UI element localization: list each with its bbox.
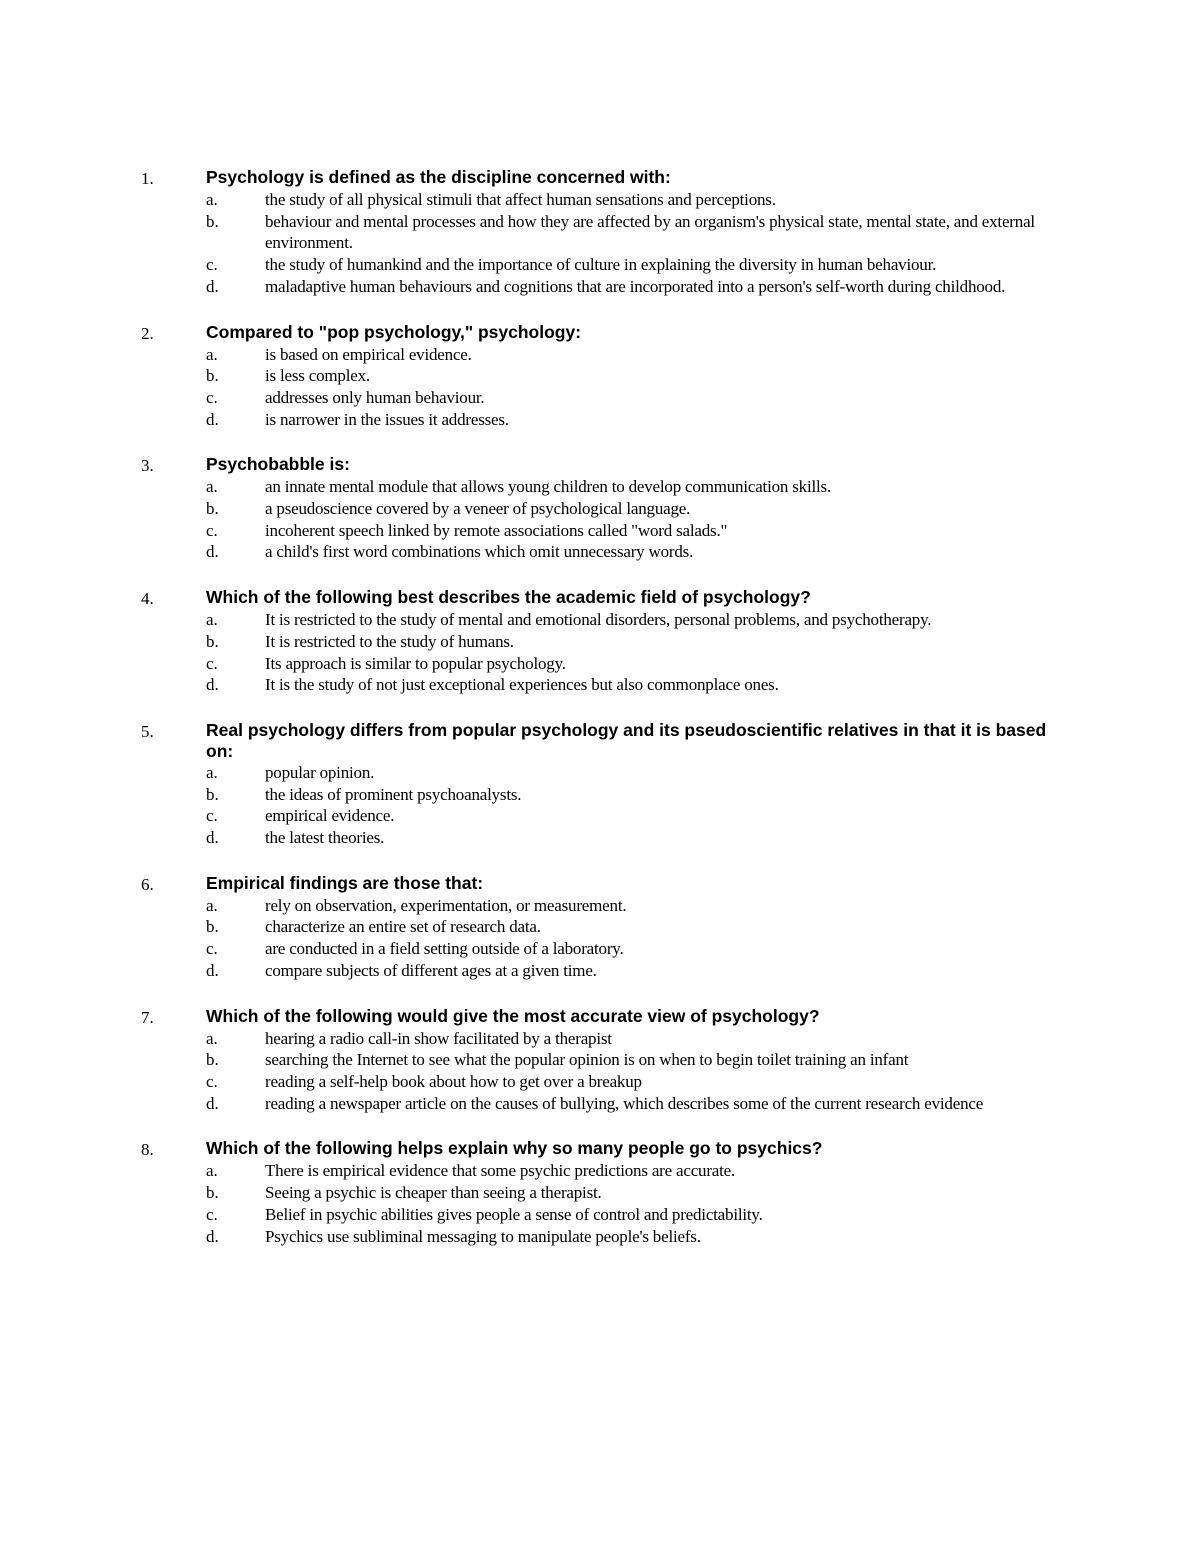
question-1 — [0, 167, 1200, 298]
option-text: incoherent speech linked by remote associations called "word salads." — [265, 520, 728, 540]
option-text: the latest theories. — [265, 828, 385, 848]
question-number: 8. — [141, 1140, 154, 1160]
option-text: hearing a radio call-in show facilitated by a therapist — [265, 1028, 612, 1048]
answer-option — [0, 1028, 1200, 1050]
option-letter: c. — [206, 387, 218, 407]
option-letter: b. — [206, 211, 219, 231]
option-text: the study of all physical stimuli that affect human sensations and perceptions. — [265, 190, 776, 209]
option-letter: d. — [206, 675, 219, 695]
option-text: reading a self-help book about how to get over a breakup — [265, 1071, 642, 1091]
option-text: is narrower in the issues it addresses. — [265, 409, 509, 429]
option-text: It is restricted to the study of humans. — [265, 631, 514, 651]
option-text: a child's first word combinations which omit unnecessary words. — [265, 542, 694, 562]
option-letter: c. — [206, 806, 218, 826]
question-number: 3. — [141, 456, 154, 476]
option-text: There is empirical evidence that some psychic predictions are accurate. — [265, 1161, 736, 1181]
question-4 — [0, 587, 1200, 696]
option-text: searching the Internet to see what the popular opinion is on when to begin toilet training an infant — [265, 1050, 909, 1070]
option-text: It is the study of not just exceptional experiences but also commonplace ones. — [265, 675, 779, 695]
option-text: reading a newspaper article on the causes of bullying, which describes some of the current research evidence — [265, 1093, 984, 1113]
answer-option — [0, 344, 1200, 366]
answer-option — [0, 365, 1200, 387]
option-text: the ideas of prominent psychoanalysts. — [265, 784, 522, 804]
answer-options — [0, 1160, 1200, 1247]
option-letter: b. — [206, 1183, 219, 1203]
question-number: 2. — [141, 323, 154, 343]
option-letter: a. — [206, 610, 218, 630]
answer-option — [0, 916, 1200, 938]
answer-option — [0, 541, 1200, 563]
option-text: characterize an entire set of research data. — [265, 917, 541, 937]
question-5 — [0, 720, 1200, 849]
answer-option — [0, 1093, 1200, 1115]
answer-option — [0, 1071, 1200, 1093]
option-text: Belief in psychic abilities gives people a sense of control and predictability. — [265, 1204, 763, 1224]
question-text: Compared to "pop psychology," psychology: — [206, 321, 582, 342]
question-text: Empirical findings are those that: — [206, 872, 484, 893]
answer-option — [0, 1160, 1200, 1182]
answer-option — [0, 276, 1200, 298]
option-letter: d. — [206, 542, 219, 562]
option-letter: a. — [206, 762, 218, 782]
option-text: is less complex. — [265, 366, 370, 386]
answer-option — [0, 938, 1200, 960]
option-letter: b. — [206, 917, 219, 937]
option-letter: a. — [206, 477, 218, 497]
option-letter: c. — [206, 653, 218, 673]
answer-option — [0, 805, 1200, 827]
answer-option — [0, 960, 1200, 982]
question-number: 1. — [141, 169, 154, 188]
option-text: is based on empirical evidence. — [265, 344, 472, 364]
option-text: popular opinion. — [265, 762, 375, 782]
option-text: an innate mental module that allows young children to develop communication skills. — [265, 477, 831, 497]
answer-option — [0, 784, 1200, 806]
option-letter: c. — [206, 1204, 218, 1224]
option-letter: d. — [206, 960, 219, 980]
question-number: 5. — [141, 721, 154, 741]
option-letter: b. — [206, 1050, 219, 1070]
option-text: the study of humankind and the importance of culture in explaining the diversity in human behaviour. — [265, 255, 937, 275]
option-text: Psychics use subliminal messaging to manipulate people's beliefs. — [265, 1226, 701, 1246]
answer-option — [0, 387, 1200, 409]
question-text: Real psychology differs from popular psychology and its pseudoscientific relatives in that it is based on: — [206, 719, 1047, 761]
answer-option — [0, 827, 1200, 849]
question-text: Which of the following helps explain why so many people go to psychics? — [206, 1138, 823, 1159]
answer-option — [0, 653, 1200, 675]
answer-options — [0, 609, 1200, 696]
option-text: Seeing a psychic is cheaper than seeing a therapist. — [265, 1183, 602, 1203]
answer-option — [0, 1049, 1200, 1071]
option-letter: c. — [206, 939, 218, 959]
option-letter: a. — [206, 190, 218, 209]
question-2 — [0, 322, 1200, 431]
option-text: rely on observation, experimentation, or measurement. — [265, 895, 627, 915]
question-number: 6. — [141, 874, 154, 894]
answer-options — [0, 1028, 1200, 1115]
answer-options — [0, 762, 1200, 849]
option-letter: c. — [206, 1071, 218, 1091]
answer-option — [0, 1182, 1200, 1204]
quiz-page — [0, 167, 1200, 1271]
option-text: It is restricted to the study of mental and emotional disorders, personal problems, and psychotherapy. — [265, 610, 932, 630]
answer-option — [0, 189, 1200, 211]
answer-options — [0, 344, 1200, 431]
answer-option — [0, 762, 1200, 784]
answer-option — [0, 476, 1200, 498]
option-letter: a. — [206, 895, 218, 915]
option-letter: b. — [206, 499, 219, 519]
option-text: addresses only human behaviour. — [265, 387, 485, 407]
option-letter: d. — [206, 1226, 219, 1246]
question-7 — [0, 1006, 1200, 1115]
answer-option — [0, 409, 1200, 431]
option-letter: b. — [206, 366, 219, 386]
option-letter: a. — [206, 1161, 218, 1181]
option-letter: d. — [206, 1093, 219, 1113]
option-letter: a. — [206, 1028, 218, 1048]
option-letter: d. — [206, 409, 219, 429]
question-text: Which of the following would give the most accurate view of psychology? — [206, 1005, 820, 1026]
option-letter: b. — [206, 784, 219, 804]
question-8 — [0, 1138, 1200, 1247]
question-3 — [0, 454, 1200, 563]
option-letter: c. — [206, 520, 218, 540]
answer-option — [0, 631, 1200, 653]
question-text: Psychobabble is: — [206, 454, 350, 475]
answer-options — [0, 895, 1200, 982]
question-number: 4. — [141, 589, 154, 609]
answer-option — [0, 254, 1200, 276]
option-letter: d. — [206, 828, 219, 848]
option-text: are conducted in a field setting outside of a laboratory. — [265, 939, 624, 959]
option-text: maladaptive human behaviours and cognitions that are incorporated into a person's self-worth during childhood. — [265, 276, 1006, 296]
option-letter: d. — [206, 276, 219, 296]
answer-option — [0, 674, 1200, 696]
answer-option — [0, 1204, 1200, 1226]
answer-option — [0, 498, 1200, 520]
question-text: Psychology is defined as the discipline concerned with: — [206, 167, 671, 187]
option-letter: a. — [206, 344, 218, 364]
answer-option — [0, 520, 1200, 542]
option-text: empirical evidence. — [265, 806, 395, 826]
option-letter: b. — [206, 631, 219, 651]
answer-option — [0, 211, 1200, 254]
option-text: compare subjects of different ages at a given time. — [265, 960, 597, 980]
option-letter: c. — [206, 255, 218, 275]
answer-options — [0, 189, 1200, 298]
option-text: a pseudoscience covered by a veneer of psychological language. — [265, 499, 691, 519]
answer-option — [0, 1226, 1200, 1248]
answer-option — [0, 609, 1200, 631]
answer-option — [0, 895, 1200, 917]
answer-options — [0, 476, 1200, 563]
question-number: 7. — [141, 1007, 154, 1027]
question-text: Which of the following best describes the academic field of psychology? — [206, 587, 811, 608]
question-6 — [0, 873, 1200, 982]
option-text: behaviour and mental processes and how they are affected by an organism's physical state, mental state, and external environment. — [265, 211, 1035, 253]
option-text: Its approach is similar to popular psychology. — [265, 653, 566, 673]
